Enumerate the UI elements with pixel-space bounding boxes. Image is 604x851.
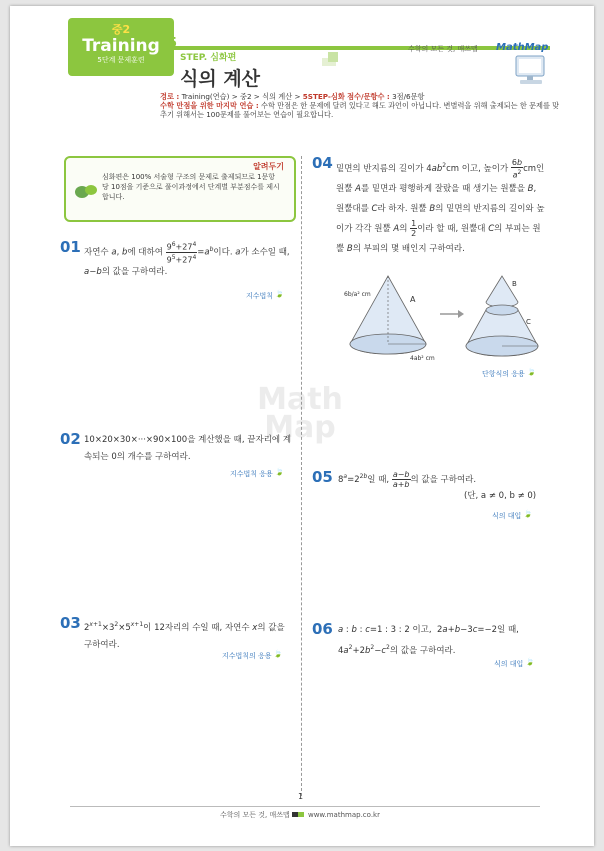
question-text-01: 자연수 a, b에 대하여 $\frac{9^6+27^4}{9^5+27^4}$ $=a^b$이다. a가 소수일 때, a−b의 값을 구하여라.	[84, 241, 290, 278]
label-a: A	[410, 295, 416, 304]
fraction: $\frac{6b}{a^2}$	[511, 157, 523, 180]
leaf-tag-icon: 🍃	[275, 290, 285, 298]
question-tag-06: 식의 대입 🍃	[494, 658, 538, 670]
page-number: 1	[298, 792, 304, 801]
slogan: 수학의 모든 것, 매쓰맵	[408, 45, 478, 53]
training-badge	[68, 18, 174, 76]
path-step: 5STEP-심화	[302, 92, 345, 101]
question-number-02: 02	[60, 430, 81, 448]
leaf-icon	[74, 180, 98, 202]
question-tag-01: 지수법칙 🍃	[246, 290, 287, 302]
question-number-06: 06	[312, 620, 333, 638]
question-condition-05: (단, a ≠ 0, b ≠ 0)	[464, 491, 537, 501]
question-number-05: 05	[312, 468, 333, 486]
footer-url[interactable]: www.mathmap.co.kr	[307, 811, 380, 819]
leaf-tag-icon: 🍃	[275, 468, 284, 476]
question-tag-05: 식의 대입 🍃	[492, 510, 536, 522]
question-number-01: 01	[60, 238, 81, 256]
computer-icon	[510, 54, 550, 86]
question-number-04: 04	[312, 154, 333, 172]
fraction: $\frac{9^6+27^4}{9^5+27^4}$	[166, 241, 197, 265]
page-title: 식의 계산	[180, 68, 261, 90]
step-number: 5	[168, 36, 178, 51]
label-radius: 4ab² cm	[410, 355, 435, 362]
cone-diagram	[340, 272, 550, 364]
badge-title: Training	[82, 36, 160, 56]
fraction: $\frac{1}{2}$	[411, 219, 417, 239]
footer-text: 수학의 모든 것, 매쓰맵 www.mathmap.co.kr	[220, 811, 380, 819]
notice-body: 심화편은 100% 서술형 구조의 문제로 출제되므로 1문항 당 10점을 기준으로 풀이과정에서 단계별 부분점수를 제시합니다.	[102, 173, 280, 201]
score-label: 점수/문항수 :	[347, 92, 390, 101]
question-number-03: 03	[60, 614, 81, 632]
footer-divider	[70, 806, 540, 807]
path-label: 경로 :	[160, 92, 180, 101]
study-text: 수학 만점은 한 문제에 달려 있다고 해도 과언이 아닙니다. 변별력을 위해 출제되는 한 문제를 맞추기 위해서는 100문제를 풀어보는 연습이 필요합니다.	[160, 101, 560, 119]
watermark: Math Map	[257, 382, 343, 445]
score-text: 3점/6문항	[392, 92, 425, 101]
footer-square-icon	[298, 812, 304, 817]
notice-title: 알려두기	[253, 162, 284, 171]
step-label: STEP. 심화편	[180, 53, 237, 63]
leaf-tag-icon: 🍃	[523, 510, 533, 518]
question-tag-02: 지수법칙 응용 🍃	[230, 468, 287, 480]
question-text-02: 10×20×30×···×90×100을 계산했을 때, 끝자리에 계속되는 0의 개수를 구하여라.	[84, 435, 292, 462]
leaf-tag-icon: 🍃	[273, 650, 283, 658]
info-box	[160, 92, 560, 119]
fraction: $\frac{a-b}{a+b}$	[392, 469, 410, 489]
path-text: Training(연습) > 중2 > 식의 계산 >	[181, 92, 303, 101]
question-text-04: 밑면의 반지름의 길이가 $4ab^2cm$ 이고, 높이가 $\frac{6b}{a^2}$ cm인 원뿔 A를 밑면과 평행하게 잘랐을 때 생기는 원뿔을 B, 원뿔대를 C라 하자. 원뿔 B의 밑면의 반지름의 길이와 높이가 각각 원뿔 A의 $\frac{1}{2}$ 이라 할 때, 원뿔대 C의 부피는 원뿔 B의 부피의 몇 배인지 구하여라.	[336, 157, 545, 255]
question-text-06: a : b : c=1 : 3 : 2 이고, 2a+b−3c=−2일 때, $4a^2+2b^2-c^2$의 값을 구하여라.	[338, 625, 519, 656]
leaf-tag-icon: 🍃	[525, 658, 535, 666]
study-label: 수학 만점을 위한 마지막 연습 :	[160, 101, 259, 110]
brand-logo: MathMap	[496, 42, 549, 53]
label-height: 6b/a² cm	[344, 291, 371, 298]
label-c: C	[526, 318, 531, 326]
label-b: B	[512, 280, 517, 288]
notice-box	[64, 156, 296, 222]
column-divider	[301, 156, 302, 796]
badge-subtitle: 5단계 문제훈련	[97, 56, 145, 64]
worksheet-page	[10, 6, 594, 846]
question-tag-04: 단항식의 응용 🍃	[482, 368, 539, 380]
badge-grade: 중2	[111, 23, 131, 36]
question-text-05: $8^a=2^{2b}$일 때, $\frac{a-b}{a+b}$ 의 값을 구하여라.	[338, 469, 477, 489]
decoration-icon	[320, 50, 344, 68]
leaf-tag-icon: 🍃	[527, 368, 536, 376]
question-text-03: $2^{x+1}\times 3^2\times 5^{x+1}$이 12자리의 수일 때, 자연수 x의 값을 구하여라.	[84, 621, 285, 650]
question-tag-03: 지수법칙의 응용 🍃	[222, 650, 286, 662]
